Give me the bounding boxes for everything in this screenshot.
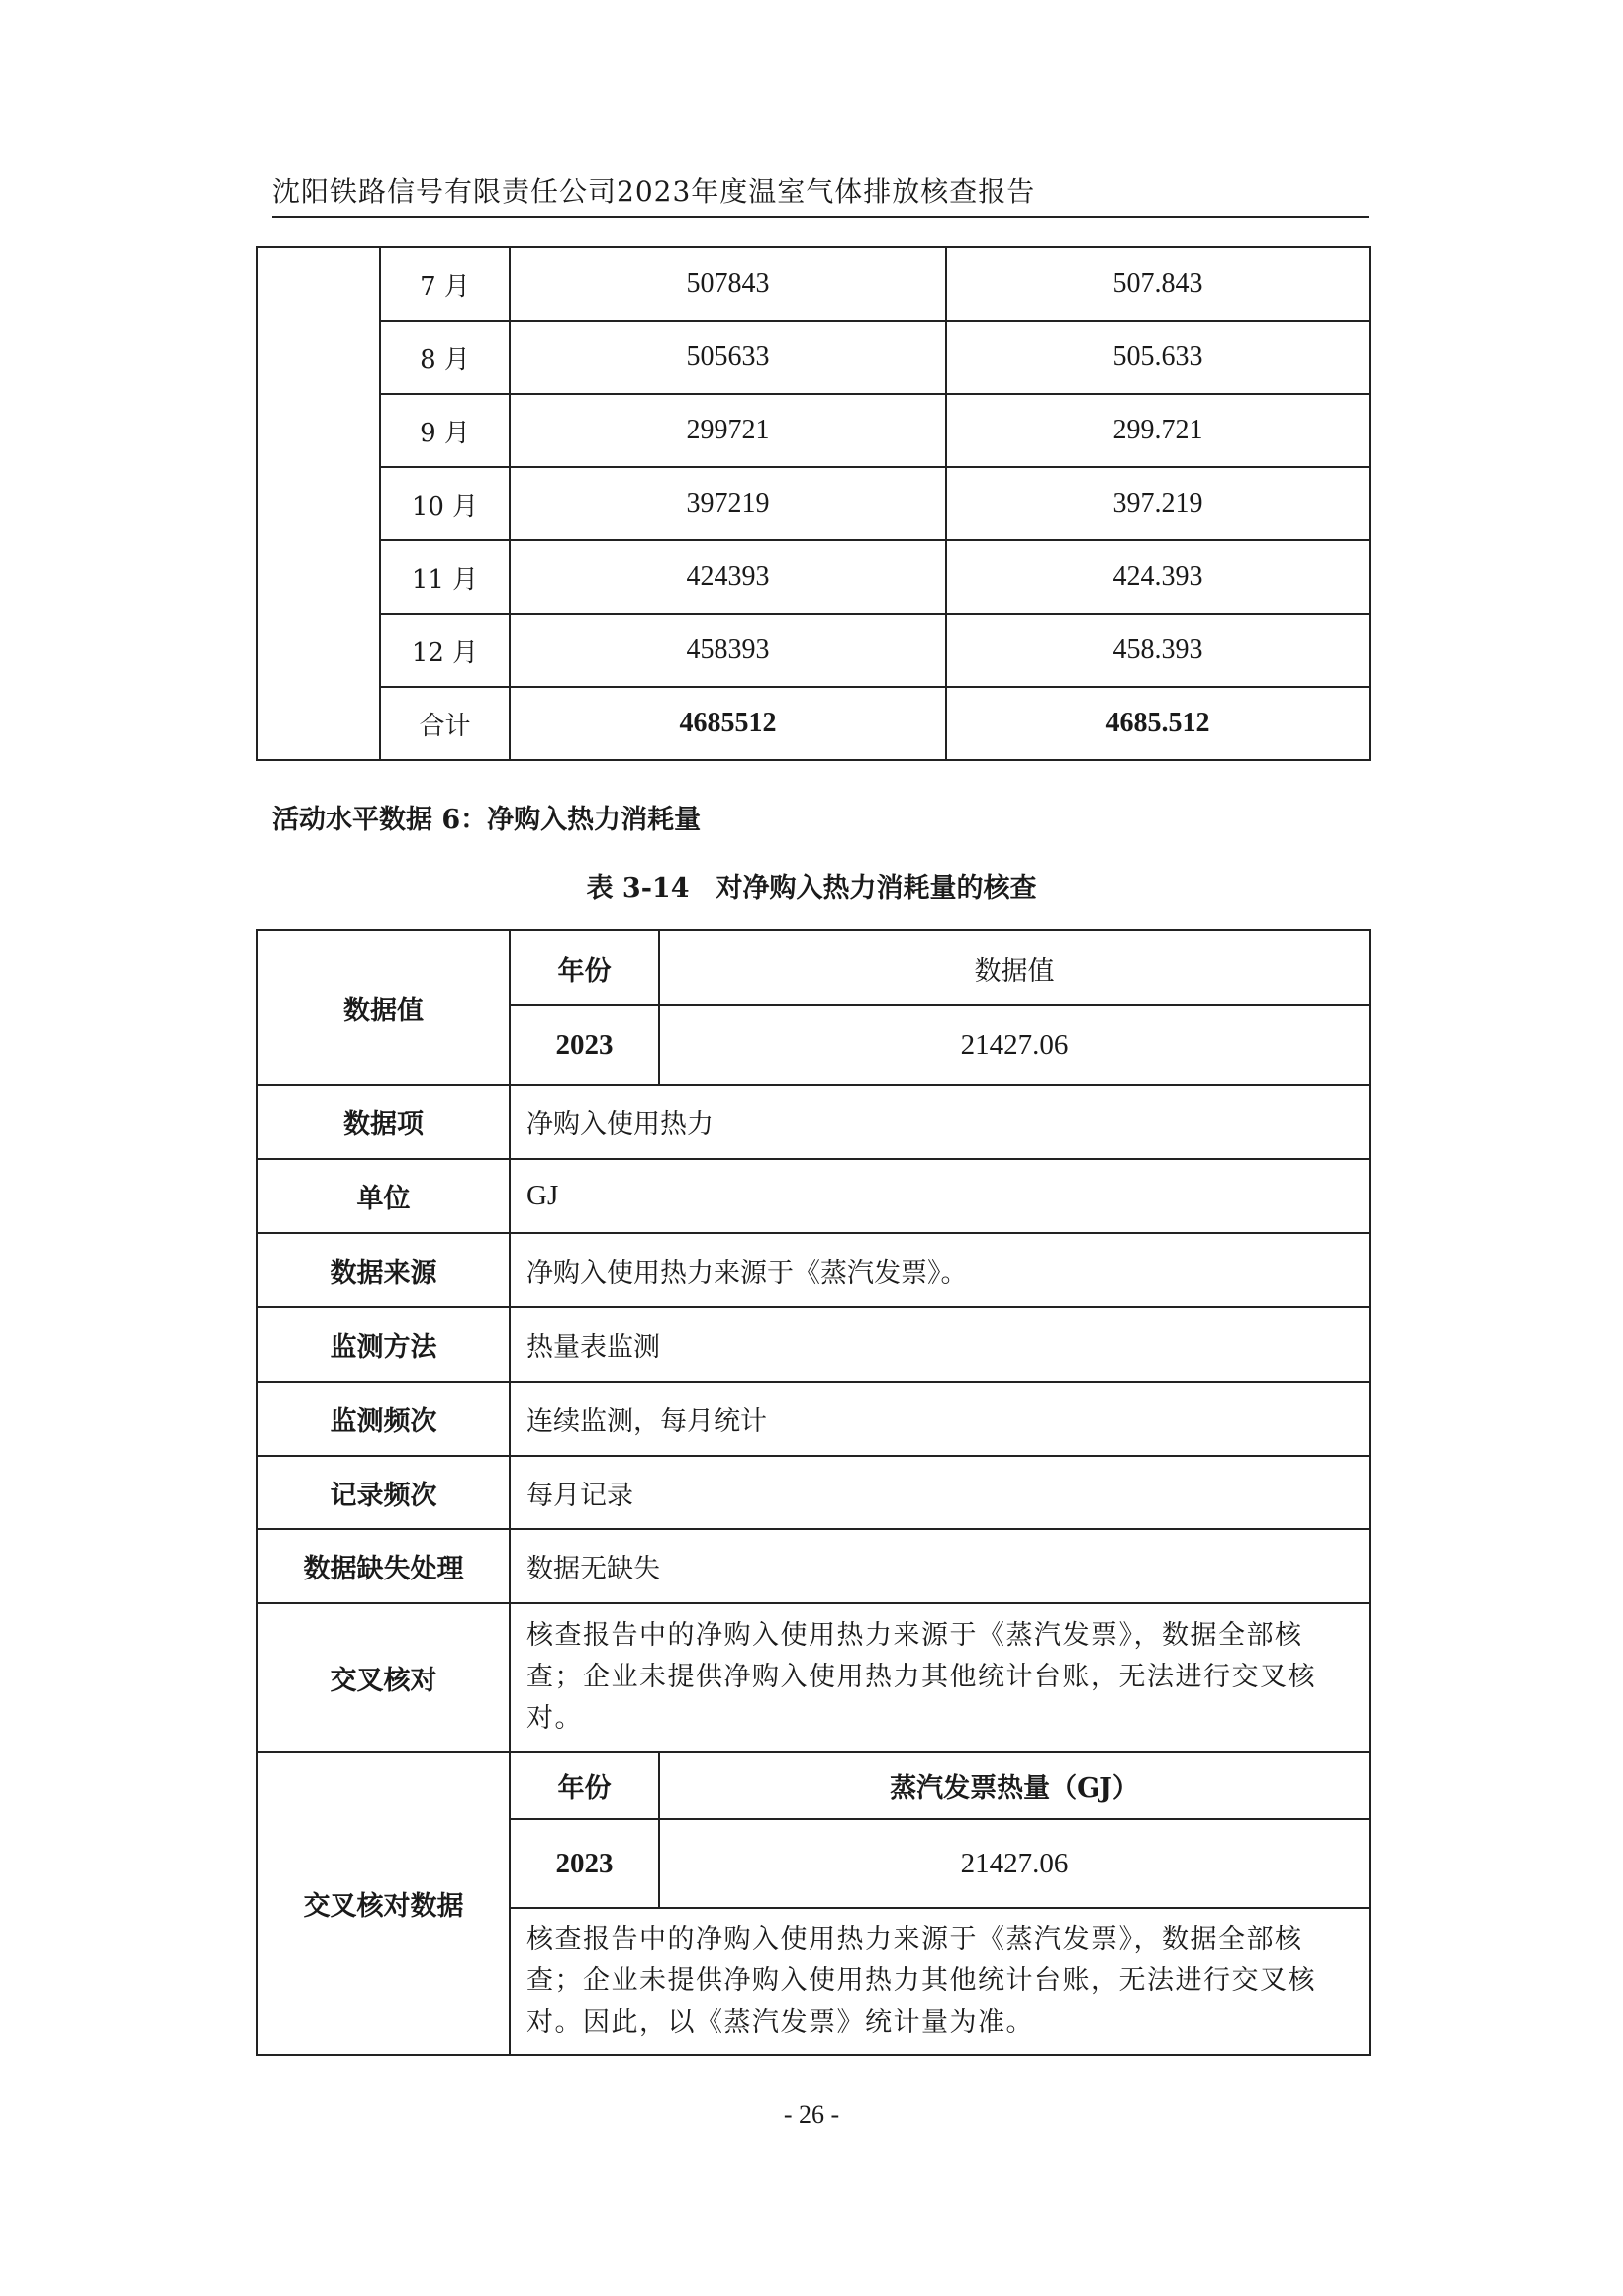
- total-label: 合计: [380, 687, 510, 760]
- total-value: 4685512: [510, 687, 946, 760]
- value-header: 蒸汽发票热量（GJ）: [659, 1752, 1370, 1819]
- page-number: - 26 -: [783, 2100, 840, 2129]
- year-cell: 2023: [510, 1819, 659, 1908]
- table-row: [257, 1603, 1370, 1752]
- value-cell: 299.721: [946, 394, 1370, 467]
- section-label: 活动水平数据 6：净购入热力消耗量: [272, 805, 702, 835]
- value-cell: 397.219: [946, 467, 1370, 540]
- table-row: [257, 1752, 1370, 1819]
- row-value: GJ: [510, 1159, 1370, 1233]
- month-cell: 8 月: [380, 321, 510, 394]
- row-value: 热量表监测: [510, 1307, 1370, 1382]
- year-header: 年份: [510, 1752, 659, 1819]
- table-row: [257, 614, 1370, 687]
- row-label: 交叉核对: [257, 1603, 510, 1752]
- month-cell: 11 月: [380, 540, 510, 614]
- row-label: 记录频次: [257, 1456, 510, 1529]
- monthly-consumption-table: [256, 246, 1371, 761]
- table-row: [257, 1085, 1370, 1159]
- value-cell: 21427.06: [659, 1819, 1370, 1908]
- value-header: 数据值: [659, 930, 1370, 1005]
- row-value: 连续监测，每月统计: [510, 1382, 1370, 1456]
- table-row: [257, 1456, 1370, 1529]
- table-caption: 表 3-14 对净购入热力消耗量的核查: [586, 873, 1037, 904]
- month-cell: 12 月: [380, 614, 510, 687]
- table-row: [257, 321, 1370, 394]
- merged-category-cell: [257, 247, 380, 760]
- value-cell: 21427.06: [659, 1005, 1370, 1085]
- heat-consumption-check-table: [256, 929, 1371, 2056]
- table-row: [257, 1529, 1370, 1603]
- table-row: [257, 930, 1370, 1005]
- total-row: [257, 687, 1370, 760]
- row-value: 每月记录: [510, 1456, 1370, 1529]
- table-row: [257, 540, 1370, 614]
- month-cell: 7 月: [380, 247, 510, 321]
- row-value: 净购入使用热力: [510, 1085, 1370, 1159]
- year-header: 年份: [510, 930, 659, 1005]
- table-row: [257, 1382, 1370, 1456]
- row-label: 监测频次: [257, 1382, 510, 1456]
- row-label: 数据项: [257, 1085, 510, 1159]
- value-cell: 507843: [510, 247, 946, 321]
- row-value: 数据无缺失: [510, 1529, 1370, 1603]
- table-row: [257, 1233, 1370, 1307]
- row-label: 数据来源: [257, 1233, 510, 1307]
- row-label: 单位: [257, 1159, 510, 1233]
- total-value: 4685.512: [946, 687, 1370, 760]
- table-row: [257, 1159, 1370, 1233]
- row-label: 数据值: [257, 930, 510, 1085]
- table-row: [257, 467, 1370, 540]
- value-cell: 458.393: [946, 614, 1370, 687]
- value-cell: 424393: [510, 540, 946, 614]
- value-cell: 505633: [510, 321, 946, 394]
- value-cell: 507.843: [946, 247, 1370, 321]
- table-row: [257, 394, 1370, 467]
- row-label: 监测方法: [257, 1307, 510, 1382]
- value-cell: 505.633: [946, 321, 1370, 394]
- table-row: [257, 1307, 1370, 1382]
- row-label: 交叉核对数据: [257, 1752, 510, 2055]
- year-cell: 2023: [510, 1005, 659, 1085]
- month-cell: 10 月: [380, 467, 510, 540]
- row-value: 净购入使用热力来源于《蒸汽发票》。: [510, 1233, 1370, 1307]
- cross-check-note: 核查报告中的净购入使用热力来源于《蒸汽发票》，数据全部核查；企业未提供净购入使用热力其他统计台账，无法进行交叉核对。因此，以《蒸汽发票》统计量为准。: [510, 1908, 1370, 2055]
- report-header: 沈阳铁路信号有限责任公司2023年度温室气体排放核查报告: [272, 170, 1369, 218]
- row-label: 数据缺失处理: [257, 1529, 510, 1603]
- row-value: 核查报告中的净购入使用热力来源于《蒸汽发票》，数据全部核查；企业未提供净购入使用热力其他统计台账，无法进行交叉核对。: [510, 1603, 1370, 1752]
- table-row: [257, 247, 1370, 321]
- month-cell: 9 月: [380, 394, 510, 467]
- value-cell: 458393: [510, 614, 946, 687]
- value-cell: 397219: [510, 467, 946, 540]
- value-cell: 424.393: [946, 540, 1370, 614]
- value-cell: 299721: [510, 394, 946, 467]
